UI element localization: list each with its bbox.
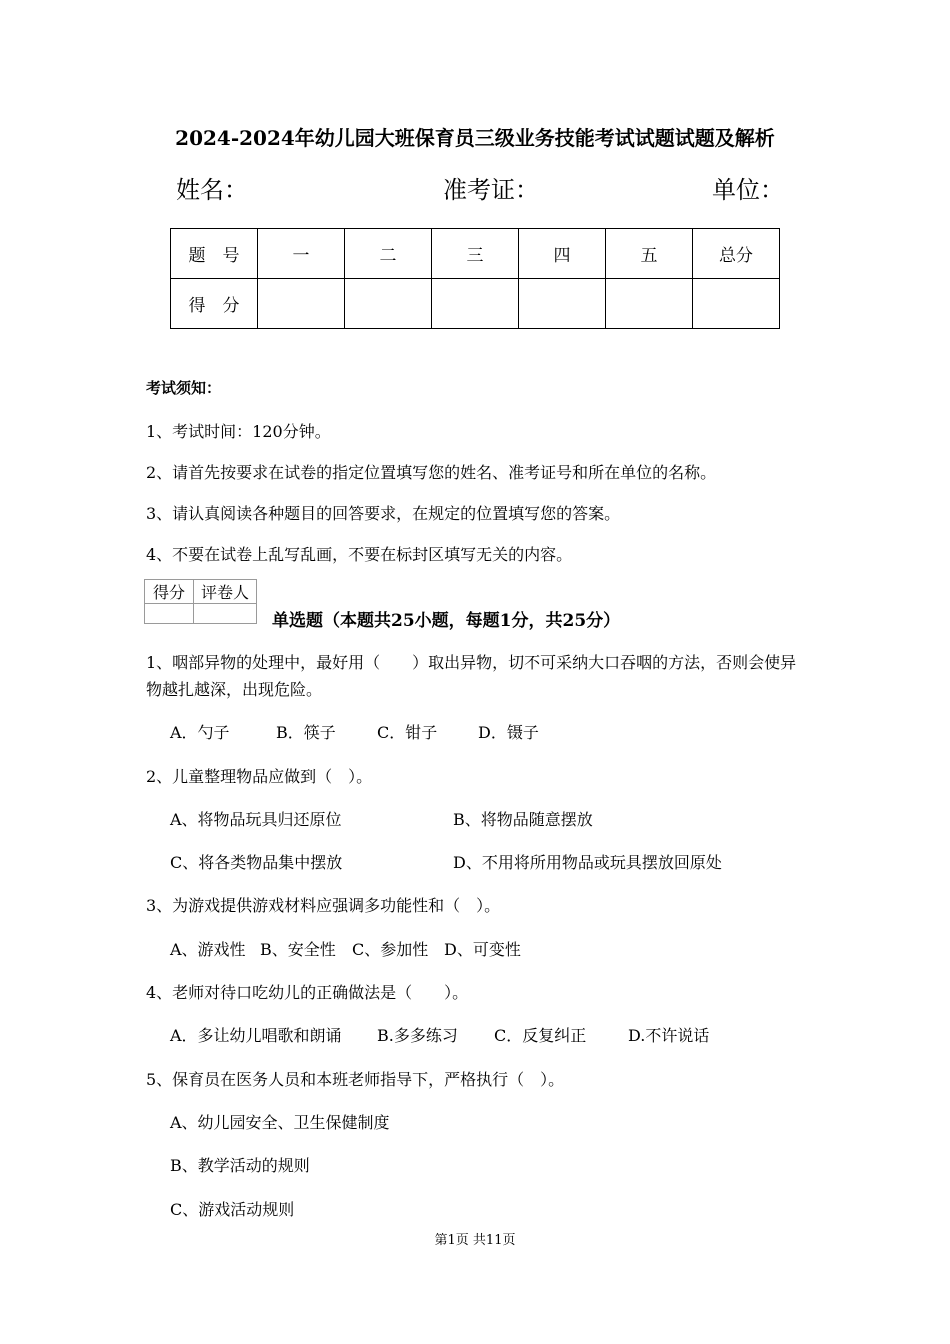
grader-box bbox=[144, 579, 257, 624]
note-item: 4、不要在试卷上乱写乱画，不要在标封区填写无关的内容。 bbox=[146, 545, 573, 564]
note-item: 1、考试时间：120分钟。 bbox=[146, 422, 331, 441]
question-3-option-a: A、游戏性 bbox=[170, 940, 246, 959]
question-4-text: 4、老师对待口吃幼儿的正确做法是（ ）。 bbox=[146, 983, 469, 1002]
question-2-option-c: C、将各类物品集中摆放 bbox=[170, 853, 343, 872]
question-5-text: 5、保育员在医务人员和本班老师指导下，严格执行（ ）。 bbox=[146, 1070, 565, 1089]
score-header-1: 一 bbox=[258, 229, 345, 279]
score-header-total: 总分 bbox=[693, 229, 780, 279]
question-3-option-b: B、安全性 bbox=[260, 940, 336, 959]
score-header-3: 三 bbox=[432, 229, 519, 279]
question-5-option-a: A、幼儿园安全、卫生保健制度 bbox=[170, 1113, 390, 1132]
question-2-option-a: A、将物品玩具归还原位 bbox=[170, 810, 342, 829]
grader-box-score-label: 得分 bbox=[145, 580, 194, 604]
score-cell bbox=[258, 279, 345, 329]
question-4-option-c: C．反复纠正 bbox=[494, 1026, 587, 1045]
question-3-option-d: D、可变性 bbox=[444, 940, 521, 959]
score-cell bbox=[693, 279, 780, 329]
question-2-option-b: B、将物品随意摆放 bbox=[453, 810, 593, 829]
question-1-option-d: D．镊子 bbox=[478, 723, 539, 742]
section-title: 单选题（本题共25小题，每题1分，共25分） bbox=[272, 611, 621, 631]
unit-field-label: 单位： bbox=[712, 176, 784, 204]
question-2-option-d: D、不用将所用物品或玩具摆放回原处 bbox=[453, 853, 722, 872]
note-item: 3、请认真阅读各种题目的回答要求，在规定的位置填写您的答案。 bbox=[146, 504, 621, 523]
name-field-label: 姓名： bbox=[176, 176, 248, 204]
document-title: 2024-2024年幼儿园大班保育员三级业务技能考试试题试题及解析 bbox=[175, 126, 775, 150]
score-header-label: 题 号 bbox=[171, 229, 258, 279]
question-1-text: 1、咽部异物的处理中，最好用（ ）取出异物，切不可采纳大口吞咽的方法，否则会使异 bbox=[146, 653, 797, 672]
page-footer: 第1页 共11页 bbox=[434, 1233, 516, 1248]
question-1-text-cont: 物越扎越深，出现危险。 bbox=[146, 680, 323, 699]
question-4-option-d: D.不许说话 bbox=[628, 1026, 710, 1045]
question-3-option-c: C、参加性 bbox=[352, 940, 429, 959]
question-5-option-c: C、游戏活动规则 bbox=[170, 1200, 295, 1219]
score-row-label: 得 分 bbox=[171, 279, 258, 329]
question-1-option-a: A．勺子 bbox=[170, 723, 230, 742]
question-4-option-b: B.多多练习 bbox=[377, 1026, 458, 1045]
score-cell bbox=[345, 279, 432, 329]
grader-box-grader-label: 评卷人 bbox=[194, 580, 257, 604]
score-header-2: 二 bbox=[345, 229, 432, 279]
question-1-option-b: B．筷子 bbox=[276, 723, 336, 742]
score-table-score-row bbox=[171, 279, 780, 329]
score-cell bbox=[606, 279, 693, 329]
score-cell bbox=[432, 279, 519, 329]
question-1-option-c: C．钳子 bbox=[377, 723, 438, 742]
exam-id-field-label: 准考证： bbox=[443, 176, 539, 204]
note-item: 2、请首先按要求在试卷的指定位置填写您的姓名、准考证号和所在单位的名称。 bbox=[146, 463, 717, 482]
question-2-text: 2、儿童整理物品应做到（ ）。 bbox=[146, 767, 373, 786]
question-5-option-b: B、教学活动的规则 bbox=[170, 1156, 310, 1175]
score-table bbox=[170, 228, 780, 329]
score-header-5: 五 bbox=[606, 229, 693, 279]
score-header-4: 四 bbox=[519, 229, 606, 279]
grader-box-score-cell bbox=[145, 604, 194, 624]
question-3-text: 3、为游戏提供游戏材料应强调多功能性和（ ）。 bbox=[146, 896, 501, 915]
notes-heading: 考试须知： bbox=[146, 379, 222, 397]
score-table-header-row bbox=[171, 229, 780, 279]
question-4-option-a: A．多让幼儿唱歌和朗诵 bbox=[170, 1026, 342, 1045]
grader-box-grader-cell bbox=[194, 604, 257, 624]
score-cell bbox=[519, 279, 606, 329]
